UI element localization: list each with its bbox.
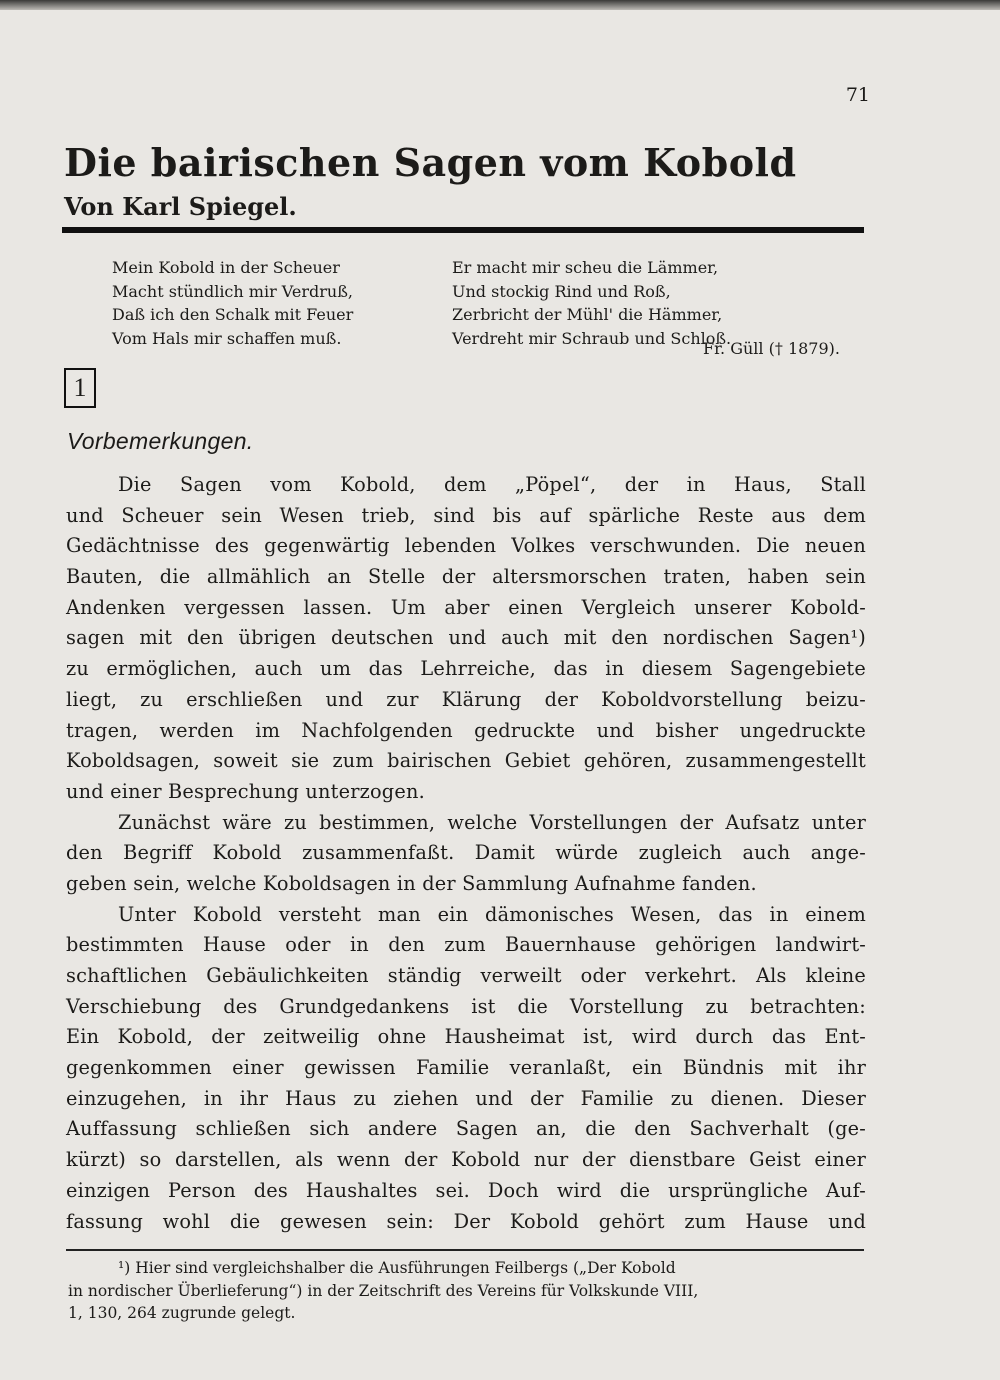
body-line: tragen, werden im Nachfolgenden gedruckte und bisher ungedruckte [66, 718, 866, 742]
body-line: und einer Besprechung unterzogen. [66, 779, 425, 803]
footnote-line: 1, 130, 264 zugrunde gelegt. [68, 1304, 296, 1322]
body-line: Die Sagen vom Kobold, dem „Pöpel“, der in Haus, Stall [118, 473, 866, 496]
body-line: kürzt) so darstellen, als wenn der Kobold nur der dienstbare Geist einer [66, 1148, 866, 1172]
body-line: Gedächtnisse des gegenwärtig lebenden Volkes verschwunden. Die neuen [66, 534, 866, 558]
body-line: Zunächst wäre zu bestimmen, welche Vorstellungen der Aufsatz unter [118, 810, 866, 834]
poem-line: Daß ich den Schalk mit Feuer [112, 305, 354, 324]
footnote-rule [66, 1249, 864, 1251]
page-number: 71 [845, 84, 870, 106]
page-top-edge [0, 0, 1000, 10]
poem-right-column [452, 256, 842, 350]
poem-left-column [112, 256, 432, 350]
poem-line: Verdreht mir Schraub und Schloß. [452, 328, 732, 348]
body-line: Verschiebung des Grundgedankens ist die Vorstellung zu betrachten: [66, 994, 866, 1018]
body-line: zu ermöglichen, auch um das Lehrreiche, das in diesem Sagengebiete [66, 657, 866, 681]
body-line: den Begriff Kobold zusammenfaßt. Damit würde zugleich auch ange- [66, 841, 866, 865]
body-line: sagen mit den übrigen deutschen und auch mit den nordischen Sagen¹) [66, 626, 866, 650]
body-line: gegenkommen einer gewissen Familie veranlaßt, ein Bündnis mit ihr [66, 1056, 866, 1080]
body-line: fassung wohl die gewesen sein: Der Kobold gehört zum Hause und [66, 1209, 866, 1233]
footnote-line: ¹) Hier sind vergleichshalber die Ausführungen Feilbergs („Der Kobold [118, 1259, 676, 1277]
body-line: Unter Kobold versteht man ein dämonisches Wesen, das in einem [118, 902, 866, 926]
section-subheading: Vorbemerkungen. [67, 428, 254, 454]
poem-line: Und stockig Rind und Roß, [452, 281, 671, 301]
body-line: Auffassung schließen sich andere Sagen an, die den Sachverhalt (ge- [66, 1117, 866, 1141]
poem-attribution: Fr. Güll († 1879). [703, 339, 840, 358]
article-title: Die bairischen Sagen vom Kobold [64, 140, 797, 185]
poem-line: Mein Kobold in der Scheuer [112, 258, 340, 277]
body-line: geben sein, welche Koboldsagen in der Sammlung Aufnahme fanden. [66, 871, 757, 895]
footnote [68, 1257, 866, 1325]
body-line: bestimmten Hause oder in den zum Bauernhause gehörigen landwirt- [66, 933, 866, 957]
footnote-line: in nordischer Überlieferung“) in der Zeitschrift des Vereins für Volkskunde VIII, [68, 1281, 699, 1300]
body-line: Andenken vergessen lassen. Um aber einen Vergleich unserer Kobold- [66, 595, 866, 619]
poem-line: Zerbricht der Mühl' die Hämmer, [452, 305, 723, 324]
body-line: und Scheuer sein Wesen trieb, sind bis auf spärliche Reste aus dem [66, 503, 866, 527]
body-line: schaftlichen Gebäulichkeiten ständig verweilt oder verkehrt. Als kleine [66, 964, 866, 987]
poem-line: Macht stündlich mir Verdruß, [112, 281, 353, 301]
body-line: einzugehen, in ihr Haus zu ziehen und der Familie zu dienen. Dieser [66, 1086, 866, 1110]
title-rule [62, 227, 864, 233]
body-line: liegt, zu erschließen und zur Klärung der Koboldvorstellung beizu- [66, 687, 866, 711]
body-line: Bauten, die allmählich an Stelle der altersmorschen traten, haben sein [66, 565, 866, 589]
poem-line: Er macht mir scheu die Lämmer, [452, 258, 719, 277]
body-text [66, 470, 866, 1237]
section-number-box: 1 [64, 368, 96, 408]
body-line: Koboldsagen, soweit sie zum bairischen Gebiet gehören, zusammengestellt [66, 749, 866, 773]
body-line: einzigen Person des Haushaltes sei. Doch wird die ursprüngliche Auf- [66, 1178, 866, 1202]
poem-line: Vom Hals mir schaffen muß. [112, 328, 342, 348]
body-line: Ein Kobold, der zeitweilig ohne Hausheimat ist, wird durch das Ent- [66, 1025, 866, 1049]
article-author: Von Karl Spiegel. [64, 192, 297, 221]
